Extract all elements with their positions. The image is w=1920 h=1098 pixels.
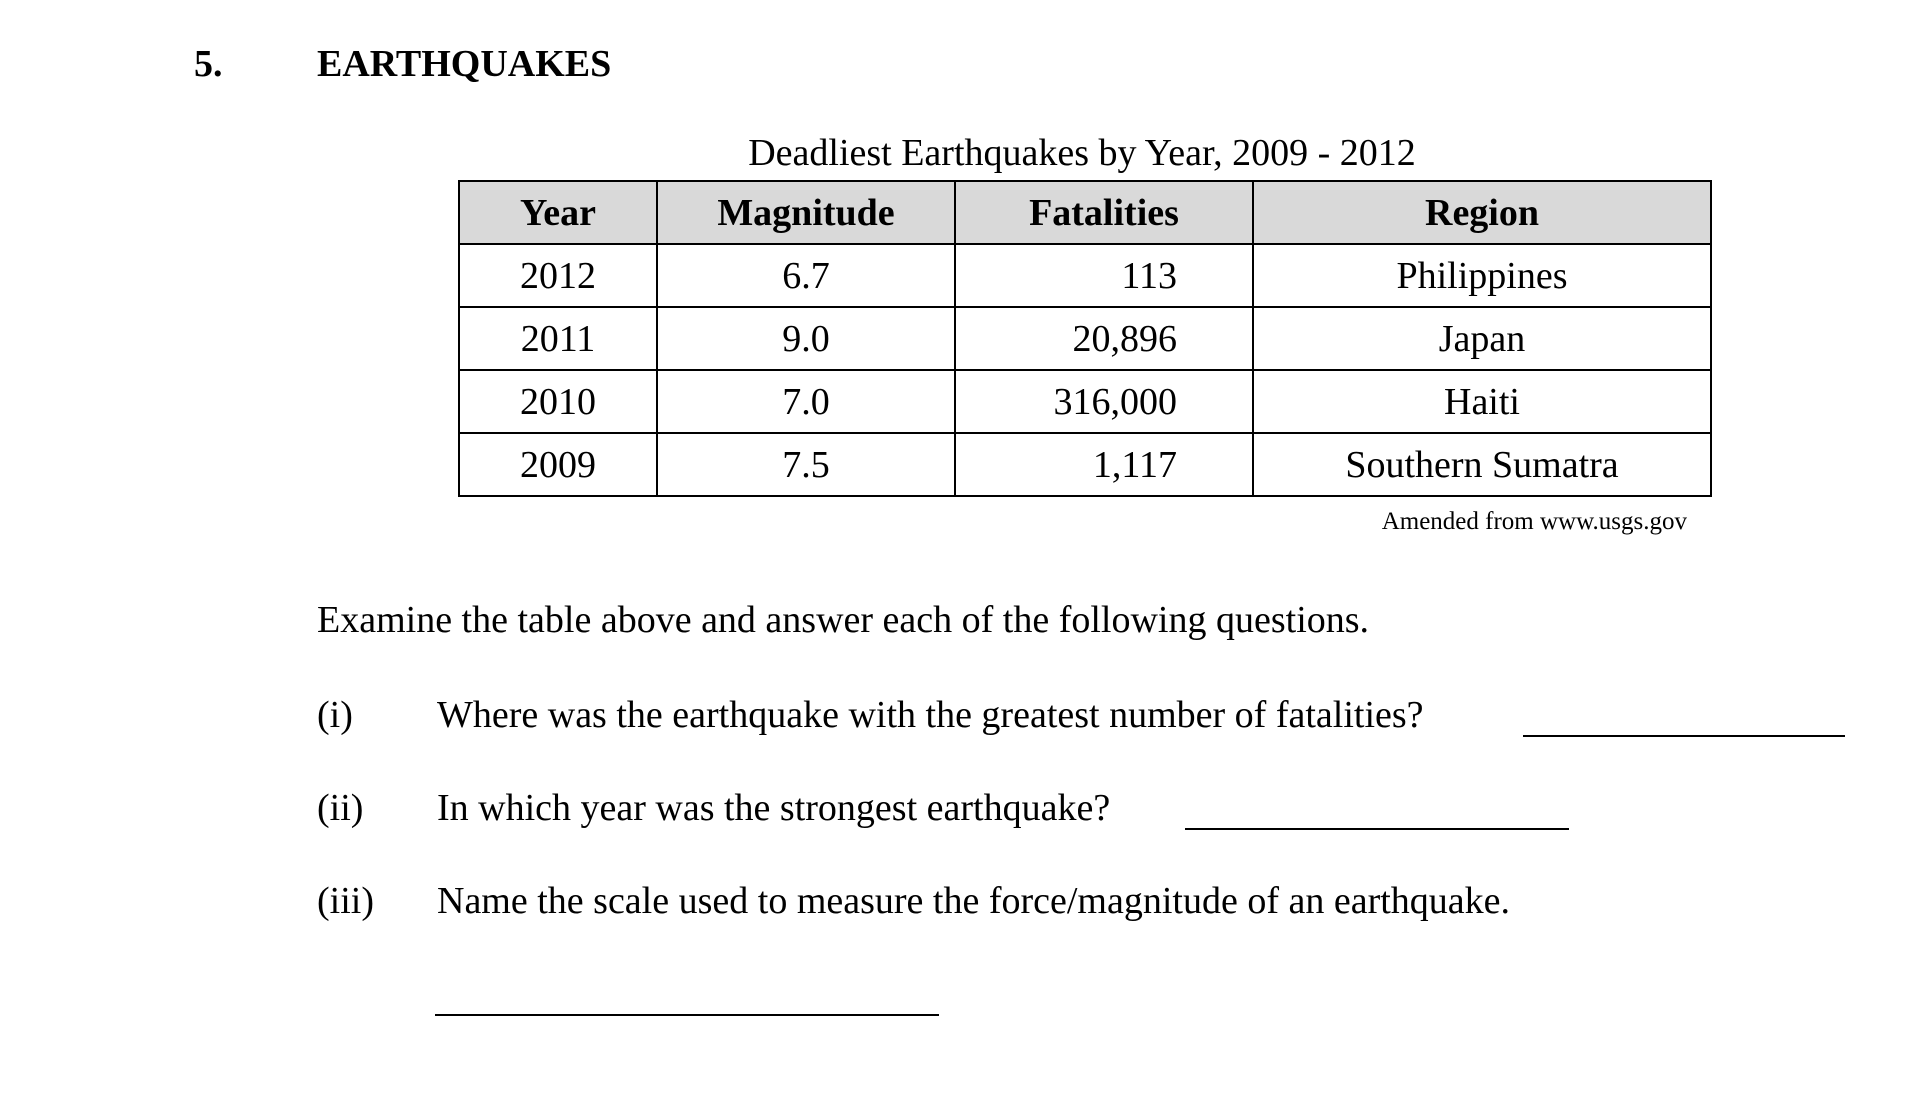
earthquake-table xyxy=(458,180,1712,497)
cell-magnitude: 9.0 xyxy=(657,307,955,370)
instruction-text: Examine the table above and answer each of the following questions. xyxy=(317,599,1370,641)
cell-magnitude: 6.7 xyxy=(657,244,955,307)
table-caption: Deadliest Earthquakes by Year, 2009 - 2012 xyxy=(748,132,1416,174)
source-note: Amended from www.usgs.gov xyxy=(1381,508,1687,535)
header-fatalities: Fatalities xyxy=(955,181,1253,244)
cell-fatalities: 316,000 xyxy=(955,370,1253,433)
subquestion-text: In which year was the strongest earthquake? xyxy=(437,787,1111,829)
table-row xyxy=(459,307,1711,370)
table-row xyxy=(459,370,1711,433)
table-header-row xyxy=(459,181,1711,244)
subquestion-label: (iii) xyxy=(317,880,374,922)
table-row xyxy=(459,244,1711,307)
cell-fatalities: 20,896 xyxy=(955,307,1253,370)
header-magnitude: Magnitude xyxy=(657,181,955,244)
subquestion-text: Where was the earthquake with the greatest number of fatalities? xyxy=(437,694,1424,736)
header-year: Year xyxy=(459,181,657,244)
cell-region: Haiti xyxy=(1253,370,1711,433)
cell-magnitude: 7.0 xyxy=(657,370,955,433)
cell-region: Southern Sumatra xyxy=(1253,433,1711,496)
cell-fatalities: 113 xyxy=(955,244,1253,307)
subquestion-label: (ii) xyxy=(317,787,364,829)
cell-region: Japan xyxy=(1253,307,1711,370)
cell-magnitude: 7.5 xyxy=(657,433,955,496)
subquestion-label: (i) xyxy=(317,694,353,736)
cell-region: Philippines xyxy=(1253,244,1711,307)
subquestion-text: Name the scale used to measure the force/magnitude of an earthquake. xyxy=(437,880,1511,922)
answer-line-ii[interactable] xyxy=(1185,828,1569,830)
header-region: Region xyxy=(1253,181,1711,244)
cell-year: 2011 xyxy=(459,307,657,370)
answer-line-i[interactable] xyxy=(1523,735,1845,737)
answer-line-iii[interactable] xyxy=(435,1014,939,1016)
cell-year: 2010 xyxy=(459,370,657,433)
table-row xyxy=(459,433,1711,496)
cell-year: 2009 xyxy=(459,433,657,496)
cell-fatalities: 1,117 xyxy=(955,433,1253,496)
cell-year: 2012 xyxy=(459,244,657,307)
question-number: 5. xyxy=(194,43,223,85)
question-title: EARTHQUAKES xyxy=(317,43,612,85)
